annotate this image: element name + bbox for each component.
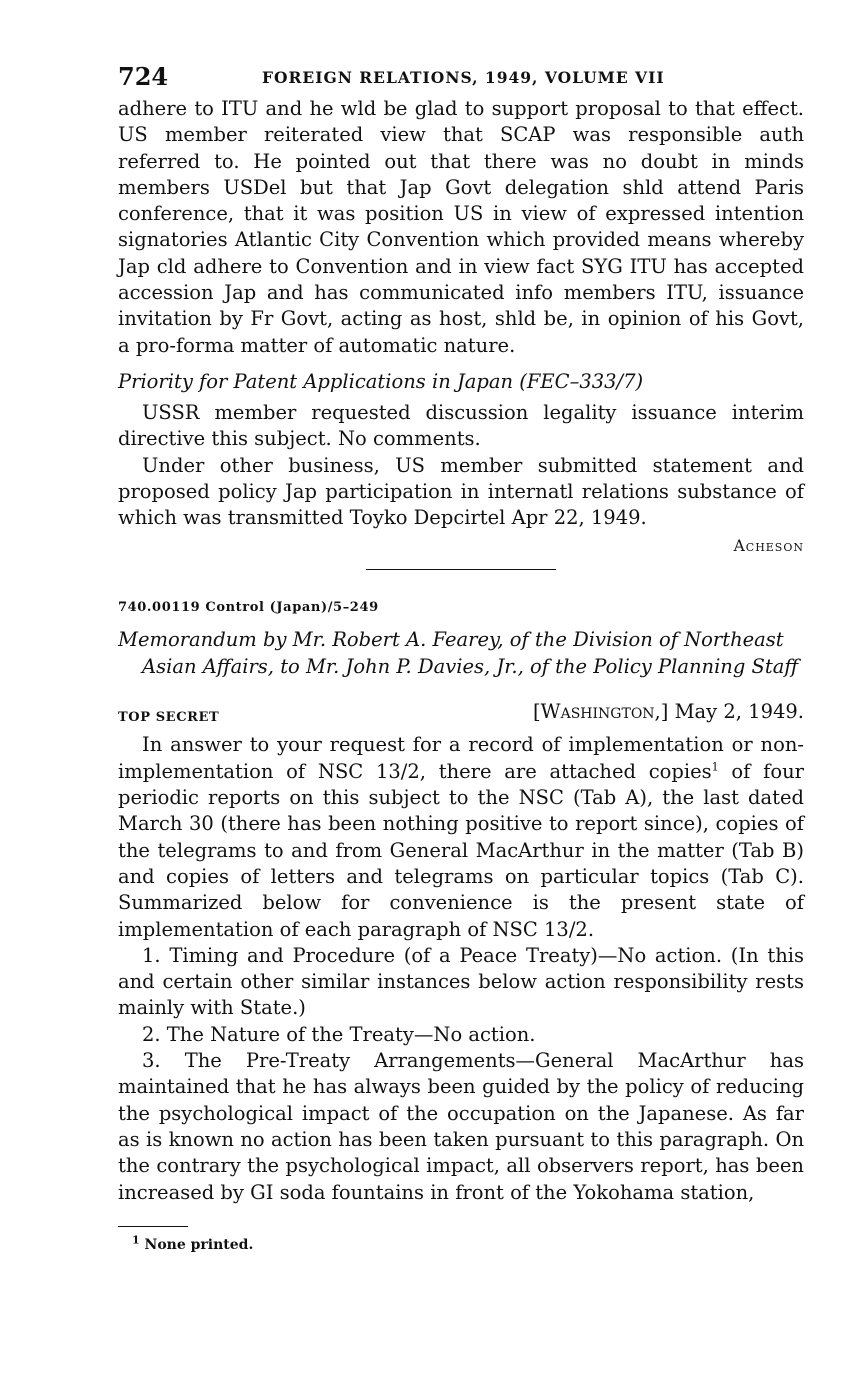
section-divider — [366, 569, 556, 570]
section-heading-patent-applications: Priority for Patent Applications in Japan (FEC–333/7) — [118, 369, 644, 393]
memo-title: Memorandum by Mr. Robert A. Fearey, of the Division of Northeast Asian Affairs, to Mr. John P. Davies, Jr., of the Policy Planning Staff — [118, 628, 799, 678]
dateline — [533, 700, 804, 723]
running-head — [118, 60, 804, 96]
classification-line — [118, 700, 804, 728]
dateline-date: May 2, 1949. — [674, 700, 804, 724]
body-paragraph-ussr: USSR member requested discussion legality issuance interim directive this subject. No comments. — [118, 400, 804, 451]
memo-item-1: 1. Timing and Procedure (of a Peace Treaty)—No action. (In this and certain other similar instances below action responsibility rests mainly with State.) — [118, 943, 804, 1020]
running-head-title: FOREIGN RELATIONS, 1949, VOLUME VII — [262, 68, 665, 87]
memo-intro-text-a: In answer to your request for a record of implementation or non-implementation of NSC 13/2, there are attached copies — [118, 733, 804, 783]
body-paragraph-other-business: Under other business, US member submitted statement and proposed policy Jap participation in internatl relations substance of which was transmitted Toyko Depcirtel Apr 22, 1949. — [118, 453, 804, 530]
page-number: 724 — [118, 62, 169, 91]
memo-intro-text-b: of four periodic reports on this subject to the NSC (Tab A), the last dated March 30 (there has been nothing positive to report since), copies of the telegrams to and from General MacArthur in the matter (Tab B) and copies of letters and telegrams on particular topics (Tab C). Summarized below for convenience is the present state of implementation of each paragraph of NSC 13/2. — [118, 759, 804, 941]
footnote-number: 1 — [132, 1233, 140, 1247]
footnote-reference: 1 — [711, 760, 719, 774]
classification-label: TOP SECRET — [118, 710, 220, 726]
memo-item-3: 3. The Pre-Treaty Arrangements—General MacArthur has maintained that he has always been guided by the policy of reducing the psychological impact of the occupation on the Japanese. As far as is known no action has been taken pursuant to this paragraph. On the contrary the psychological impact, all observers report, has been increased by GI soda fountains in front of the Yokohama station, — [118, 1049, 804, 1204]
footnote-text: None printed. — [144, 1236, 254, 1253]
document-page — [118, 60, 804, 1253]
memo-item-2: 2. The Nature of the Treaty—No action. — [142, 1022, 536, 1046]
signature: Acheson — [733, 537, 804, 556]
footnote-divider — [118, 1226, 188, 1227]
footnote — [132, 1233, 804, 1253]
body-paragraph-continuation: adhere to ITU and he wld be glad to support proposal to that effect. US member reiterated view that SCAP was responsible auth referred to. He pointed out that there was no doubt in minds members USDel but that Jap Govt delegation shld attend Paris conference, that it was position US in view of expressed intention signatories Atlantic City Convention which provided means whereby Jap cld adhere to Convention and in view fact SYG ITU has accepted accession Jap and has communicated info members ITU, issuance invitation by Fr Govt, acting as host, shld be, in opinion of his Govt, a pro-forma matter of automatic nature. — [118, 97, 804, 357]
file-reference: 740.00119 Control (Japan)/5–249 — [118, 600, 379, 616]
dateline-place: [Washington,] — [532, 700, 669, 724]
memo-paragraph-intro — [118, 732, 804, 942]
